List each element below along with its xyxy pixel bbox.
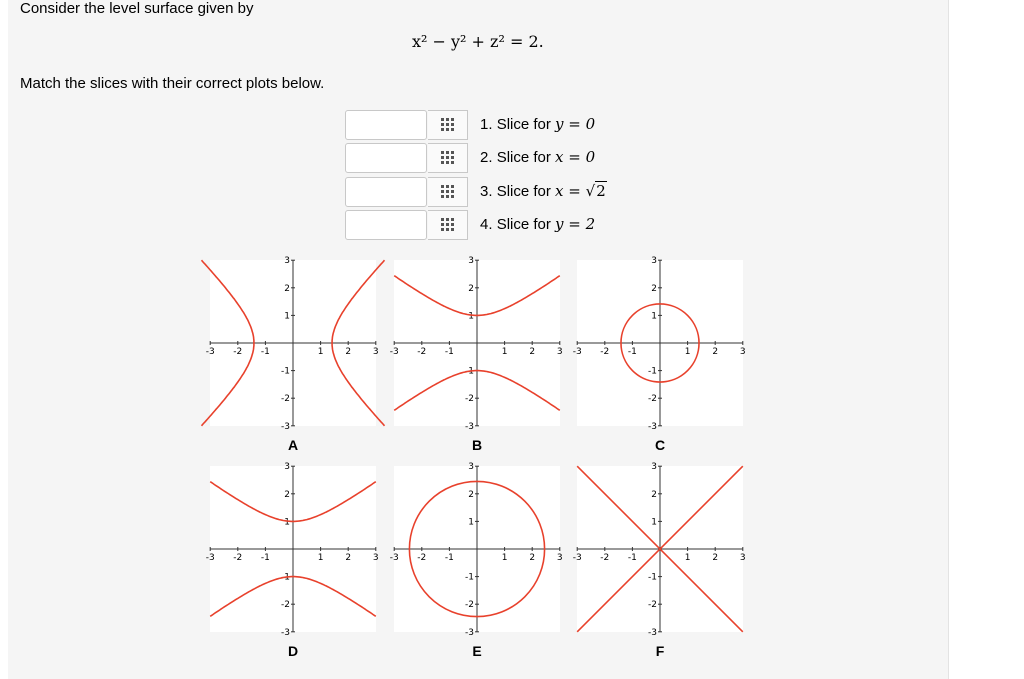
y-tick-label: 2 (468, 283, 474, 294)
x-tick-label: -1 (260, 347, 270, 357)
grid-icon[interactable] (428, 143, 468, 173)
y-tick-label: 3 (651, 256, 657, 267)
y-tick-label: 3 (284, 462, 290, 473)
y-tick-label: 2 (284, 283, 290, 294)
slice-row-1 (345, 110, 675, 141)
grid-icon[interactable] (428, 210, 468, 240)
plot-label-a: A (287, 437, 299, 453)
y-tick-label: -2 (648, 600, 657, 611)
x-tick-label: -2 (417, 347, 427, 357)
plot-e (389, 462, 563, 638)
plot-b (389, 256, 563, 432)
y-tick-label: -3 (648, 421, 657, 432)
y-tick-label: -2 (281, 394, 290, 405)
x-tick-label: -3 (389, 553, 399, 563)
y-tick-label: -3 (465, 627, 474, 638)
x-tick-label: 2 (712, 347, 719, 357)
y-tick-label: -1 (648, 366, 657, 377)
plot-label-f: F (655, 643, 665, 659)
slice-label-4: 4. Slice for y = 2 (480, 215, 596, 233)
answer-input-1[interactable] (345, 110, 427, 140)
y-tick-label: -2 (648, 394, 657, 405)
y-tick-label: 2 (651, 283, 657, 294)
x-tick-label: -3 (572, 347, 582, 357)
plot-label-b: B (471, 437, 483, 453)
x-tick-label: 3 (372, 553, 379, 563)
plot-label-c: C (654, 437, 666, 453)
slice-label-1: 1. Slice for y = 0 (480, 115, 596, 133)
y-tick-label: -3 (648, 627, 657, 638)
x-tick-label: 1 (501, 347, 508, 357)
x-tick-label: -3 (205, 347, 215, 357)
plot-label-d: D (287, 643, 299, 659)
x-tick-label: -3 (205, 553, 215, 563)
x-tick-label: 1 (317, 347, 324, 357)
x-tick-label: 1 (684, 347, 691, 357)
y-tick-label: 1 (651, 311, 657, 322)
plot-a (205, 256, 379, 432)
answer-input-3[interactable] (345, 177, 427, 207)
y-tick-label: 2 (651, 489, 657, 500)
y-tick-label: 1 (468, 517, 474, 528)
answer-input-2[interactable] (345, 143, 427, 173)
x-tick-label: 3 (556, 347, 563, 357)
plot-f (572, 462, 746, 638)
grid-icon[interactable] (428, 177, 468, 207)
y-tick-label: -1 (281, 366, 290, 377)
y-tick-label: -1 (465, 572, 474, 583)
y-tick-label: -1 (465, 366, 474, 377)
y-tick-label: -2 (465, 394, 474, 405)
y-tick-label: 1 (284, 517, 290, 528)
x-tick-label: 2 (529, 347, 536, 357)
x-tick-label: -1 (627, 553, 637, 563)
slice-label-3: 3. Slice for x = √2 (480, 182, 606, 200)
instruction-text: Match the slices with their correct plots below. (20, 75, 325, 92)
x-tick-label: 3 (372, 347, 379, 357)
x-tick-label: -2 (233, 553, 243, 563)
y-tick-label: 1 (284, 311, 290, 322)
y-tick-label: -3 (281, 627, 290, 638)
x-tick-label: 1 (317, 553, 324, 563)
y-tick-label: 3 (284, 256, 290, 267)
plot-c (572, 256, 746, 432)
x-tick-label: 1 (684, 553, 691, 563)
plot-label-e: E (472, 643, 482, 659)
x-tick-label: -1 (627, 347, 637, 357)
slice-label-2: 2. Slice for x = 0 (480, 148, 596, 166)
x-tick-label: -2 (417, 553, 427, 563)
grid-icon[interactable] (428, 110, 468, 140)
x-tick-label: 2 (345, 347, 352, 357)
y-tick-label: -3 (465, 421, 474, 432)
y-tick-label: -2 (465, 600, 474, 611)
x-tick-label: 3 (739, 553, 746, 563)
slice-row-3 (345, 177, 675, 208)
y-tick-label: -1 (281, 572, 290, 583)
x-tick-label: -2 (600, 553, 610, 563)
answer-input-4[interactable] (345, 210, 427, 240)
surface-equation: x² − y² + z² = 2. (412, 32, 544, 51)
slice-row-2 (345, 143, 675, 174)
x-tick-label: 3 (556, 553, 563, 563)
x-tick-label: -3 (572, 553, 582, 563)
y-tick-label: 2 (468, 489, 474, 500)
question-prompt: Consider the level surface given by (20, 0, 254, 17)
x-tick-label: 2 (529, 553, 536, 563)
y-tick-label: -1 (648, 572, 657, 583)
y-tick-label: 3 (468, 462, 474, 473)
x-tick-label: -1 (444, 347, 454, 357)
y-tick-label: -2 (281, 600, 290, 611)
y-tick-label: 3 (468, 256, 474, 267)
plot-d (205, 462, 379, 638)
sqrt-symbol: √2 (585, 182, 606, 200)
y-tick-label: -3 (281, 421, 290, 432)
y-tick-label: 3 (651, 462, 657, 473)
y-tick-label: 1 (651, 517, 657, 528)
x-tick-label: 1 (501, 553, 508, 563)
slice-row-4 (345, 210, 675, 241)
x-tick-label: 2 (345, 553, 352, 563)
x-tick-label: 3 (739, 347, 746, 357)
x-tick-label: -2 (600, 347, 610, 357)
y-tick-label: 2 (284, 489, 290, 500)
x-tick-label: -1 (260, 553, 270, 563)
x-tick-label: -1 (444, 553, 454, 563)
x-tick-label: 2 (712, 553, 719, 563)
x-tick-label: -3 (389, 347, 399, 357)
x-tick-label: -2 (233, 347, 243, 357)
y-tick-label: 1 (468, 311, 474, 322)
